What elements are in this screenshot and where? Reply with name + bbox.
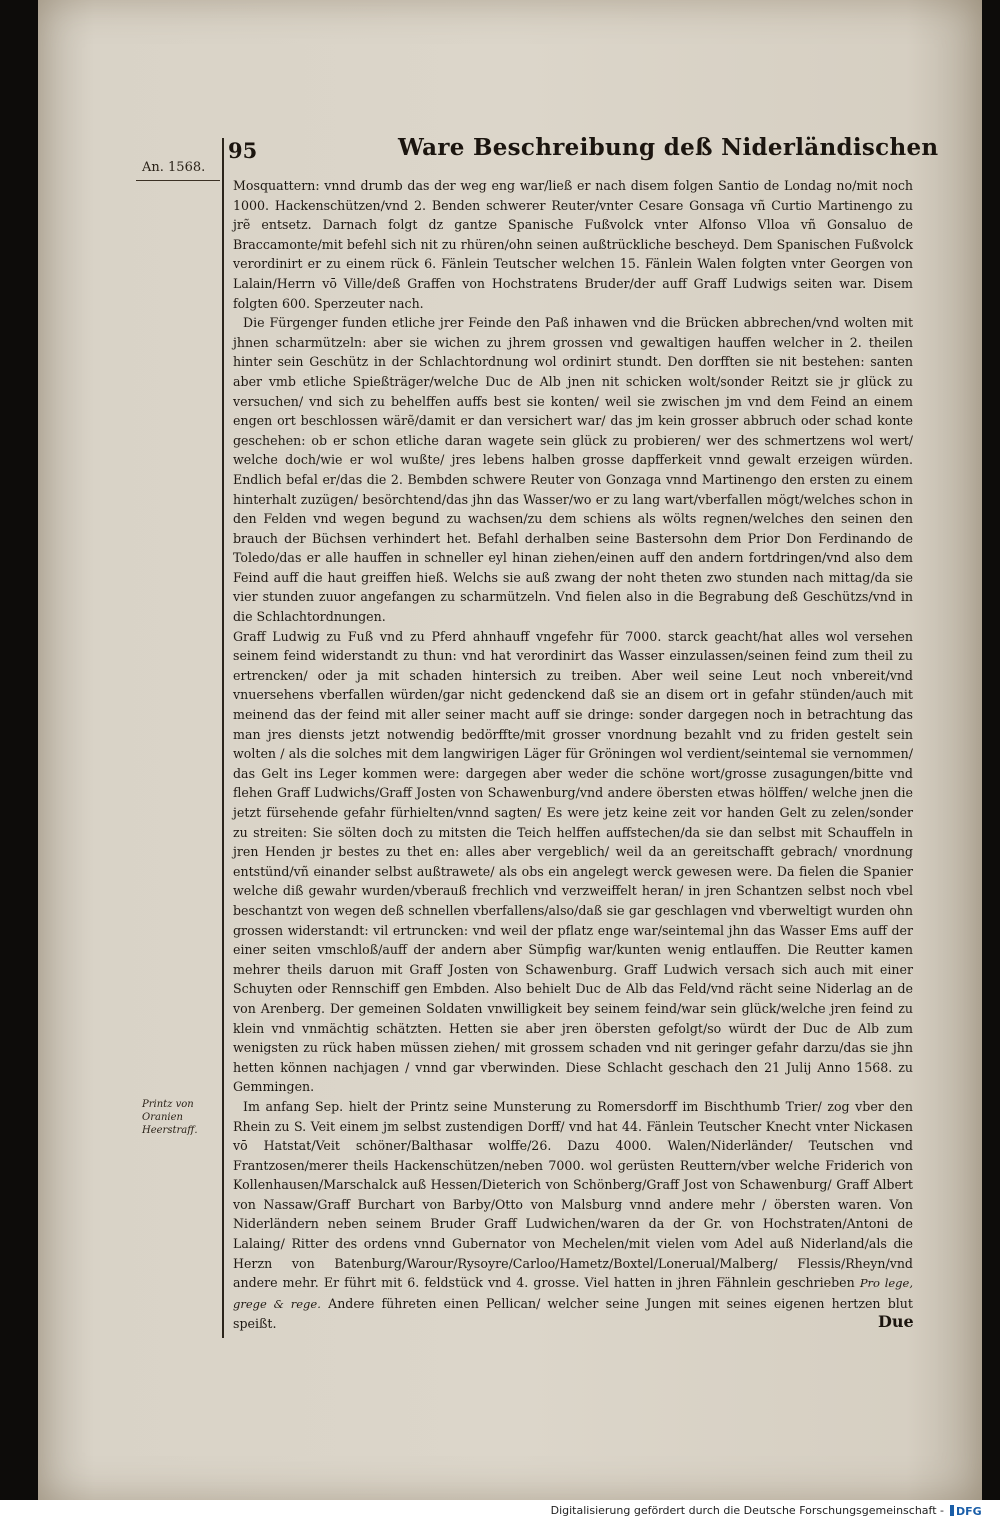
page-number: 95 — [228, 138, 258, 163]
paragraph-text: Andere führeten einen Pellican/ welcher seine Jungen mit seines eigenen hertzen blut speißt. — [233, 1295, 913, 1332]
catchword: Due — [878, 1312, 914, 1331]
latin-motto: Pro lege, grege & rege. — [233, 1276, 913, 1311]
paragraph — [233, 1097, 913, 1334]
paragraph: Mosquattern: vnnd drumb das der weg eng war/ließ er nach disem folgen Santio de Londag no/mit noch 1000. Hackenschützen/vnd 2. Benden schwerer Reuter/vnter Cesare Gonsaga vñ Curtio Martinengo zu jrẽ entsetz. Darnach folgt dz gantze Spanische Fußvolck vnter Alfonso Vlloa vñ Gonsaluo de Braccamonte/mit befehl sich nit zu rhüren/ohn seinen außtrückliche bescheyd. Dem Spanischen Fußvolck verordinirt er zu einem rück 6. Fänlein Teutscher welchen 15. Fänlein Walen folgten vnter Georgen von Lalain/Herrn vō Ville/deß Graffen von Hochstratens Bruder/der auff Graff Ludwigs seiten war. Disem folgten 600. Sperzeuter nach. — [233, 178, 913, 311]
margin-year: An. 1568. — [142, 160, 206, 175]
footer-credit: Digitalisierung gefördert durch die Deutsche Forschungsgemeinschaft - — [550, 1504, 944, 1517]
paragraph: Graff Ludwig zu Fuß vnd zu Pferd ahnhauff vngefehr für 7000. starck geacht/hat alles wol versehen seinem feind widerstandt zu thun: vnd hat verordinirt das Wasser einzulassen/seinen feind zum theil zu ertrencken/ oder ja mit schaden hintersich zu treiben. Aber weil seine Leut noch vnbereit/vnd vnuersehens vberfallen würden/gar nicht gedenckend daß sie an disem ort in gefahr stünden/auch mit meinend das der feind mit aller seiner macht auff sie dringe: sonder dargegen noch in betrachtung das man jres diensts jetzt notwendig bedörffte/mit grosser vnordnung bezahlt vnd zu friden gestelt sein wolten / als die solches mit dem langwirigen Läger für Gröningen wol verdient/seintemal sie vernommen/ das Gelt ins Leger kommen were: dargegen aber weder die schöne wort/grosse zusagungen/bitte vnd flehen Graff Ludwichs/Graff Josten von Schawenburg/vnd andere öbersten etwas hölffen/ welche jnen die jetzt fürsehende gefahr fürhielten/vnnd sagten/ Es were jetz keine zeit vor handen Gelt zu zelen/sonder zu streiten: Sie sölten doch zu mitsten die Teich helffen auffstechen/da sie dan selbst mit Schauffeln in jren Henden jr bestes zu thet en: alles aber vergeblich/ weil da an gereitschafft gebrach/ vnordnung entstünd/vñ einander selbst außtrawete/ als obs ein angelegt werck gewesen were. Da fielen die Spanier welche diß gewahr wurden/vberauß frechlich vnd verzweiffelt heran/ in jren Schantzen selbst noch vbel beschantzt von wegen deß schnellen vberfallens/also/daß sie gar geschlagen vnd vberweltigt wurden ohn grossen widerstandt: vil ertruncken: vnd weil der pflatz enge war/seintemal jhn das Wasser Ems auff der einer seiten vmschloß/auff der andern aber Sümpfig war/kunten wenig entlauffen. Die Reutter kamen mehrer theils daruon mit Graff Josten von Schawenburg. Graff Ludwich versach sich auch mit einer Schuyten oder Rennschiff gen Embden. Also behielt Duc de Alb das Feld/vnd rächt seine Niderlag an de von Arenberg. Der gemeinen Soldaten vnwilligkeit bey seinem feind/war sein glück/welche jren feind zu klein vnd vnmächtig schätzten. Hetten sie aber jren öbersten gefolgt/so würdt der Duc de Alb zum wenigsten zu rück haben müssen ziehen/ mit grossem schaden vnd nit geringer gefahr darzu/das sie jhn hetten können nachjagen / vnnd gar vberwinden. Diese Schlacht geschach den 21 Julij Anno 1568. zu Gemmingen. — [233, 628, 913, 1095]
paragraph-text: Im anfang Sep. hielt der Printz seine Munsterung zu Romersdorff im Bischthumb Trier/ zog vber den Rhein zu S. Veit einem jm selbst zustendigen Dorff/ vnd hat 44. Fänlein Teutscher Knecht vnter Nickasen vō Hatstat/Veit schöner/Balthasar wolffe/26. Dazu 4000. Walen/Niderländer/ Teutschen vnd Frantzosen/merer theils Hackenschützen/neben 7000. wol gerüsten Reuttern/vber welche Friderich von Kollenhausen/Marschalck auß Hessen/Dieterich von Schönberg/Graff Jost von Schawenburg/ Graff Albert von Nassaw/Graff Burchart von Barby/Otto von Malsburg vnnd andere mehr / öbersten waren. Von Niderländern neben seinem Bruder Graff Ludwichen/waren da der Gr. von Hochstraten/Antoni de Lalaing/ Ritter des ordens vnnd Gubernator von Mechelen/mit vielen vom Adel auß Niderland/als die Herzn von Batenburg/Warour/Rysoyre/Carloo/Hametz/Boxtel/Lonerual/Malberg/ Flessis/Rheyn/vnd andere mehr. Er führt mit 6. feldstück vnd 4. grosse. Viel hatten in jhren Fähnlein geschrieben — [233, 1098, 913, 1291]
running-head: Ware Beschreibung deß Niderländischen — [398, 134, 939, 161]
paragraph: Die Fürgenger funden etliche jrer Feinde den Paß inhawen vnd die Brücken abbrechen/vnd wolten mit jhnen scharmützeln: aber sie wichen zu jhrem grossen vnd gewaltigen hauffen welcher in 2. theilen hinter sein Geschütz in der Schlachtordnung wol ordinirt stundt. Den dorfften sie nit bestehen: santen aber vmb etliche Spießträger/welche Duc de Alb jnen nit schicken wolt/sonder Reitzt sie jr glück zu versuchen/ vnd sich zu behelffen auffs best sie konten/ weil sie zwischen jm vnd dem Feind an einem engen ort beschlossen wärẽ/damit er dan versichert war/ das jm kein grosser abbruch oder schad konte geschehen: ob er schon etliche daran wagete sein glück zu probieren/ wer des schmertzens wol wert/ welche doch/wie er wol wußte/ jres lebens halben grosse dapfferkeit vnnd gewalt erzeigen würden. Endlich befal er/das die 2. Bembden schwere Reuter von Gonzaga vnnd Martinengo den ersten zu einem hinterhalt zuzügen/ besörchtend/das jhn das Wasser/wo er zu lang wart/vberfallen mögt/welches schon in den Felden vnd wegen begund zu wachsen/zu dem schiens als wölts regnen/welches den seinen den brauch der Büchsen verhindert het. Befahl derhalben seine Bastersohn dem Prior Don Ferdinando de Toledo/das er alle hauffen in schneller eyl hinan ziehen/einen auff den andern fortdringen/vnd also dem Feind auff die haut greiffen hieß. Welchs sie auß zwang der noht theten zwo stunden nach mittag/da sie vier stunden zuuor angefangen zu scharmützeln. Vnd fielen also in die Begrabung deß Geschützs/vnd in die Schlachtordnungen. — [233, 315, 913, 625]
margin-note: Printz von Oranien Heerstraff. — [142, 1099, 198, 1136]
body-text — [233, 176, 913, 1334]
dfg-logo-text: DFG — [956, 1505, 982, 1518]
margin-rule — [222, 138, 224, 1338]
footer — [0, 1500, 1000, 1521]
dfg-logo-icon — [950, 1503, 992, 1518]
year-underline — [136, 180, 220, 181]
